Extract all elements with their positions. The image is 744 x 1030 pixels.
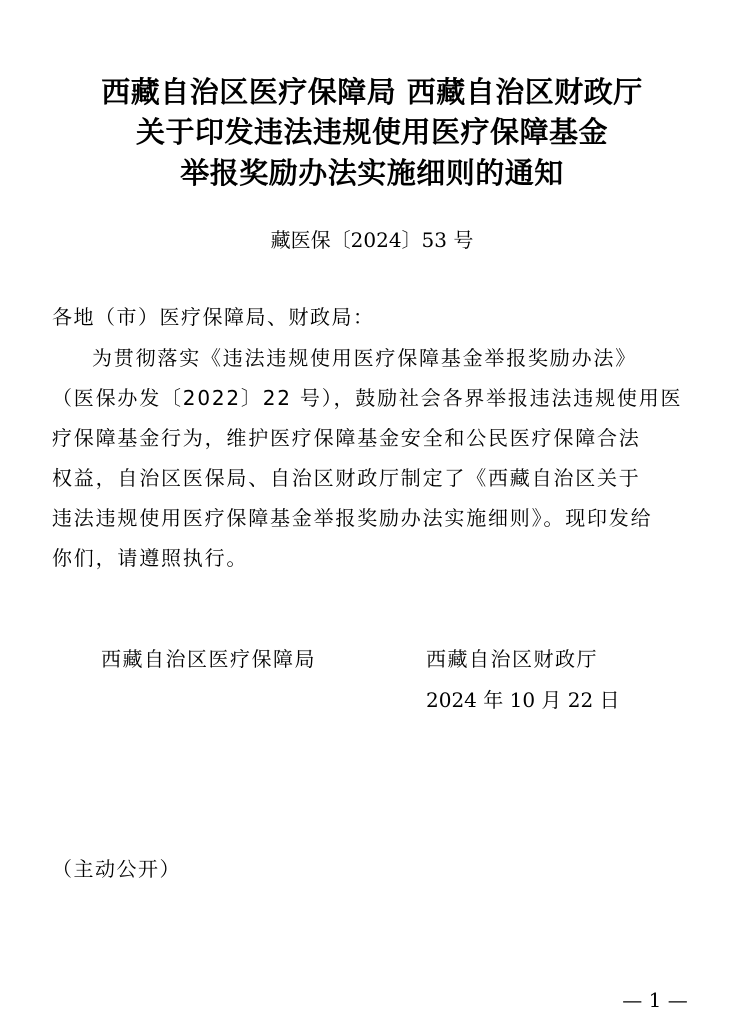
page-number: — 1 — [622, 988, 688, 1012]
body-line-6: 你们，请遵照执行。 [52, 546, 249, 570]
issuer-medical-security-bureau: 西藏自治区医疗保障局 [101, 647, 316, 671]
addressee: 各地（市）医疗保障局、财政局： [52, 305, 375, 329]
document-title-line-2: 关于印发违法违规使用医疗保障基金 [135, 115, 608, 149]
body-line-3: 疗保障基金行为，维护医疗保障基金安全和公民医疗保障合法 [52, 426, 641, 450]
body-line-4: 权益，自治区医保局、自治区财政厅制定了《西藏自治区关于 [52, 466, 641, 490]
issue-date: 2024 年 10 月 22 日 [426, 688, 620, 712]
body-line-1: 为贯彻落实《违法违规使用医疗保障基金举报奖励办法》 [92, 346, 637, 370]
document-title-line-1: 西藏自治区医疗保障局 西藏自治区财政厅 [101, 75, 643, 109]
body-line-2: （医保办发〔2022〕22 号），鼓励社会各界举报违法违规使用医 [52, 386, 683, 410]
issuer-finance-department: 西藏自治区财政厅 [426, 647, 598, 671]
document-number: 藏医保〔2024〕53 号 [270, 228, 474, 252]
document-title-line-3: 举报奖励办法实施细则的通知 [180, 156, 564, 190]
disclosure-note: （主动公开） [52, 857, 181, 881]
body-line-5: 违法违规使用医疗保障基金举报奖励办法实施细则》。现印发给 [52, 506, 653, 530]
